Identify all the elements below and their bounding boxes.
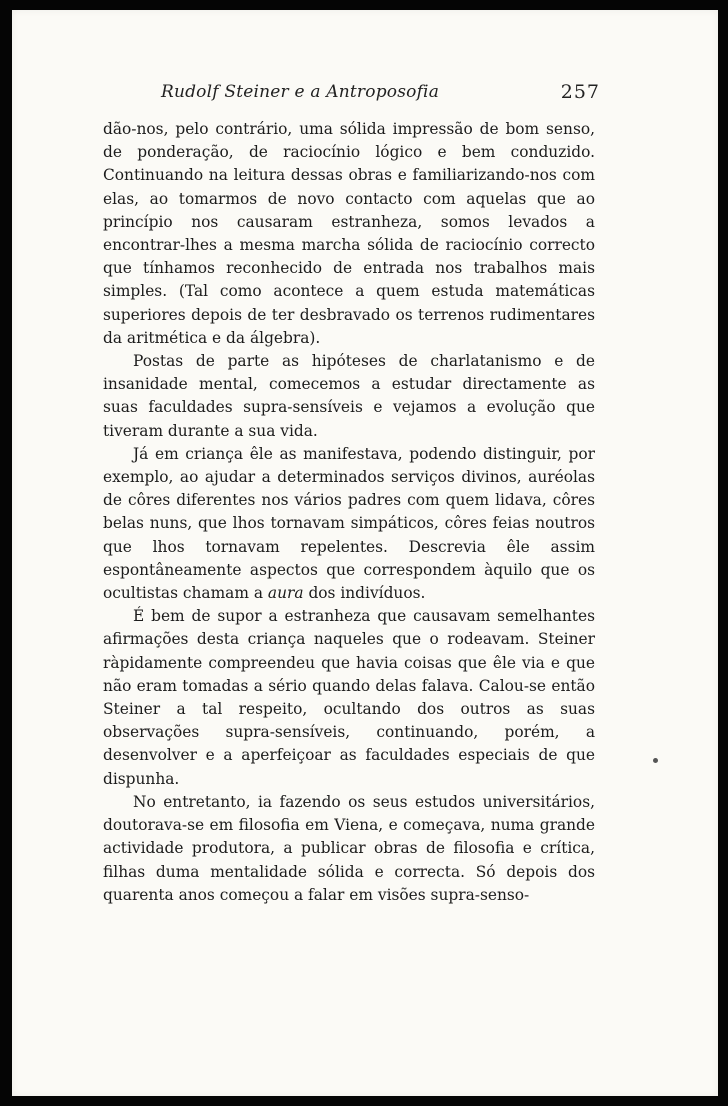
running-head (100, 78, 600, 108)
paragraph-3-emphasis: aura (267, 584, 304, 603)
paragraph-1: dão-nos, pelo contrário, uma sólida impressão de bom senso, de ponderação, de raciocínio lógico e bem conduzido. Continuando na leitura dessas obras e familiarizando-nos com elas, ao tomarmos de novo contacto com aquelas que ao princípio nos causaram estranheza, somos levados a encontrar-lhes a mesma marcha sólida de raciocínio correcto que tínhamos reconhecido de entrada nos trabalhos mais simples. (Tal como acontece a quem estuda matemáticas superiores depois de ter desbravado os terrenos rudimentares da aritmética e da álgebra). (103, 120, 595, 347)
running-title: Rudolf Steiner e a Antroposofia (160, 82, 440, 102)
paragraph-2: Postas de parte as hipóteses de charlatanismo e de insanidade mental, comecemos a estudar directamente as suas faculdades supra-sensíveis e vejamos a evolução que tiveram durante a sua vida. (103, 352, 595, 440)
paragraph-3-text-before: Já em criança êle as manifestava, podendo distinguir, por exemplo, ao ajudar a determinados serviços divinos, auréolas de côres diferentes nos vários padres com quem lidava, côres belas nuns, que lhos tornavam simpáticos, côres feias noutros que lhos tornavam repelentes. Descrevia êle assim espontâneamente aspectos que correspondem àquilo que os ocultistas chamam a (103, 444, 595, 603)
book-page (12, 10, 718, 1096)
ink-speck (653, 758, 658, 763)
body-text (103, 118, 595, 907)
paragraph-3-text-after: dos indivíduos. (303, 584, 426, 603)
paragraph-4: É bem de supor a estranheza que causavam semelhantes afirmações desta criança naqueles que o rodeavam. Steiner ràpidamente compreendeu que havia coisas que êle via e que não eram tomadas a sério quando delas falava. Calou-se então Steiner a tal respeito, ocultando dos outros as suas observações supra-sensíveis, continuando, porém, a desenvolver e a aperfeiçoar as faculdades especiais de que dispunha. (103, 607, 595, 788)
paragraph-3 (103, 443, 595, 605)
page-number: 257 (560, 81, 600, 103)
paragraph-5: No entretanto, ia fazendo os seus estudos universitários, doutorava-se em filosofia em Viena, e começava, numa grande actividade produtora, a publicar obras de filosofia e crítica, filhas duma mentalidade sólida e correcta. Só depois dos quarenta anos começou a falar em visões supra-senso- (103, 792, 595, 904)
